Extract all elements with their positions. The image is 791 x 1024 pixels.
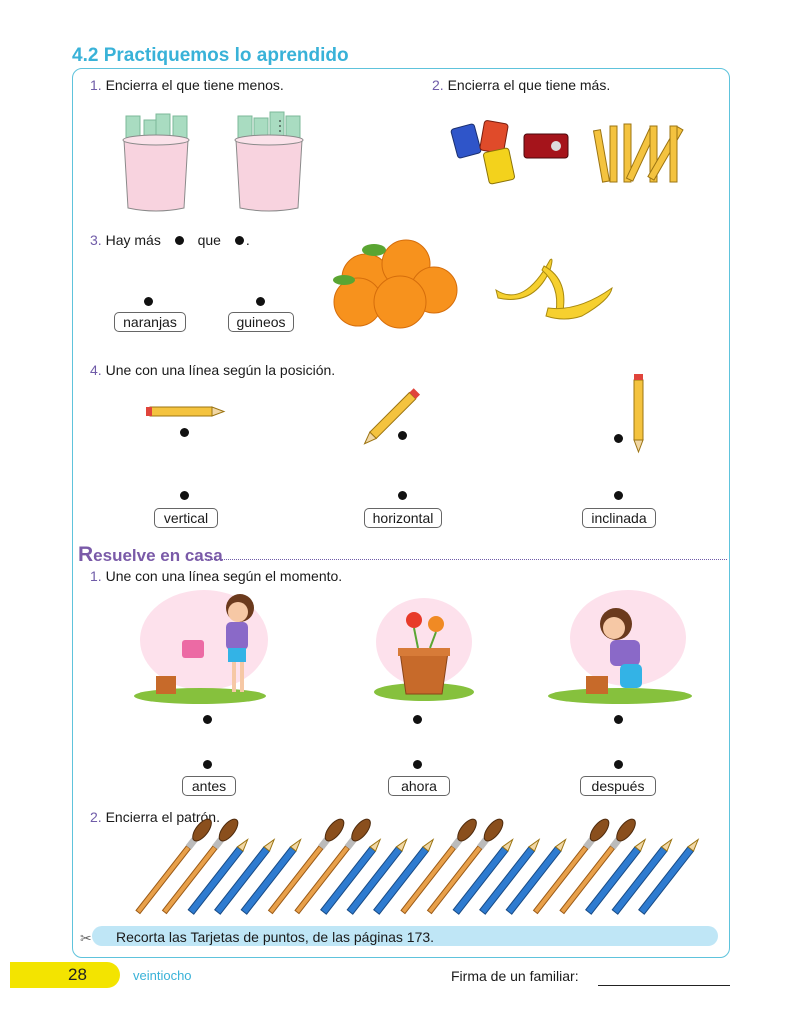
pencils-group[interactable] [594, 124, 683, 182]
sharpeners-and-pencils-illustration[interactable] [448, 112, 688, 192]
option-dot-antes[interactable] [203, 760, 212, 769]
question-4 [90, 362, 335, 378]
page-title: 4.2 Practiquemos lo aprendido [72, 45, 349, 66]
vertical-pencil-illustration [632, 374, 646, 452]
question-number: 1. [90, 568, 102, 584]
bananas-illustration [494, 250, 614, 322]
option-dot-inclinada[interactable] [614, 491, 623, 500]
question-text: Une con una línea según el momento. [105, 568, 343, 584]
moment-dot-3[interactable] [614, 715, 623, 724]
cup-left[interactable] [123, 114, 189, 211]
option-dot-ahora[interactable] [413, 760, 422, 769]
option-dot-vertical[interactable] [180, 491, 189, 500]
answer-dot[interactable] [175, 236, 184, 245]
option-naranjas[interactable]: naranjas [114, 312, 186, 332]
option-vertical[interactable]: vertical [154, 508, 218, 528]
question-number: 2. [432, 77, 444, 93]
question-text-b: que [197, 232, 221, 248]
girl-watering-illustration [132, 588, 272, 706]
option-antes[interactable]: antes [182, 776, 236, 796]
answer-dot[interactable] [235, 236, 244, 245]
moment-dot-1[interactable] [203, 715, 212, 724]
question-text-end: . [245, 232, 250, 248]
inclined-pencil-illustration [366, 382, 426, 444]
sharpeners-group[interactable] [451, 120, 568, 184]
moment-dot-2[interactable] [413, 715, 422, 724]
scissors-icon: ✂ [80, 930, 92, 946]
horizontal-pencil-illustration [146, 404, 226, 420]
section-heading-resuelve: Resuelve en casa [78, 543, 223, 566]
option-despues[interactable]: después [580, 776, 656, 796]
question-number: 4. [90, 362, 102, 378]
cup-right[interactable] [235, 112, 303, 211]
question-text: Une con una línea según la posición. [105, 362, 336, 378]
home-question-1 [90, 568, 342, 584]
page-number-word: veintiocho [133, 968, 192, 983]
oranges-illustration [334, 238, 464, 330]
question-2 [432, 77, 610, 93]
option-dot-despues[interactable] [614, 760, 623, 769]
cups-with-sticks-illustration[interactable] [118, 108, 318, 218]
option-dot-horizontal[interactable] [398, 491, 407, 500]
option-guineos[interactable]: guineos [228, 312, 294, 332]
cut-instruction-text: Recorta las Tarjetas de puntos, de las páginas 173. [116, 929, 435, 945]
question-number: 1. [90, 77, 102, 93]
option-inclinada[interactable]: inclinada [582, 508, 656, 528]
pencil-dot-2[interactable] [398, 431, 407, 440]
brush-pencil-pattern[interactable] [128, 828, 673, 920]
option-dot-guineos[interactable] [256, 297, 265, 306]
pencil-dot-3[interactable] [614, 434, 623, 443]
question-text: Encierra el patrón. [105, 809, 220, 825]
page-number: 28 [68, 965, 87, 984]
question-text: Encierra el que tiene más. [447, 77, 611, 93]
section-divider [205, 559, 727, 560]
question-text-a: Hay más [105, 232, 161, 248]
family-signature-line[interactable] [598, 985, 730, 986]
page-number-badge [10, 962, 120, 988]
option-dot-naranjas[interactable] [144, 297, 153, 306]
question-3 [90, 232, 250, 248]
family-signature-label: Firma de un familiar: [451, 968, 579, 984]
question-1 [90, 77, 284, 93]
question-number: 3. [90, 232, 102, 248]
flower-pot-illustration [374, 598, 474, 702]
option-ahora[interactable]: ahora [388, 776, 450, 796]
option-horizontal[interactable]: horizontal [364, 508, 442, 528]
pencil-dot-1[interactable] [180, 428, 189, 437]
question-number: 2. [90, 809, 102, 825]
question-text: Encierra el que tiene menos. [105, 77, 284, 93]
girl-planting-illustration [548, 588, 698, 706]
